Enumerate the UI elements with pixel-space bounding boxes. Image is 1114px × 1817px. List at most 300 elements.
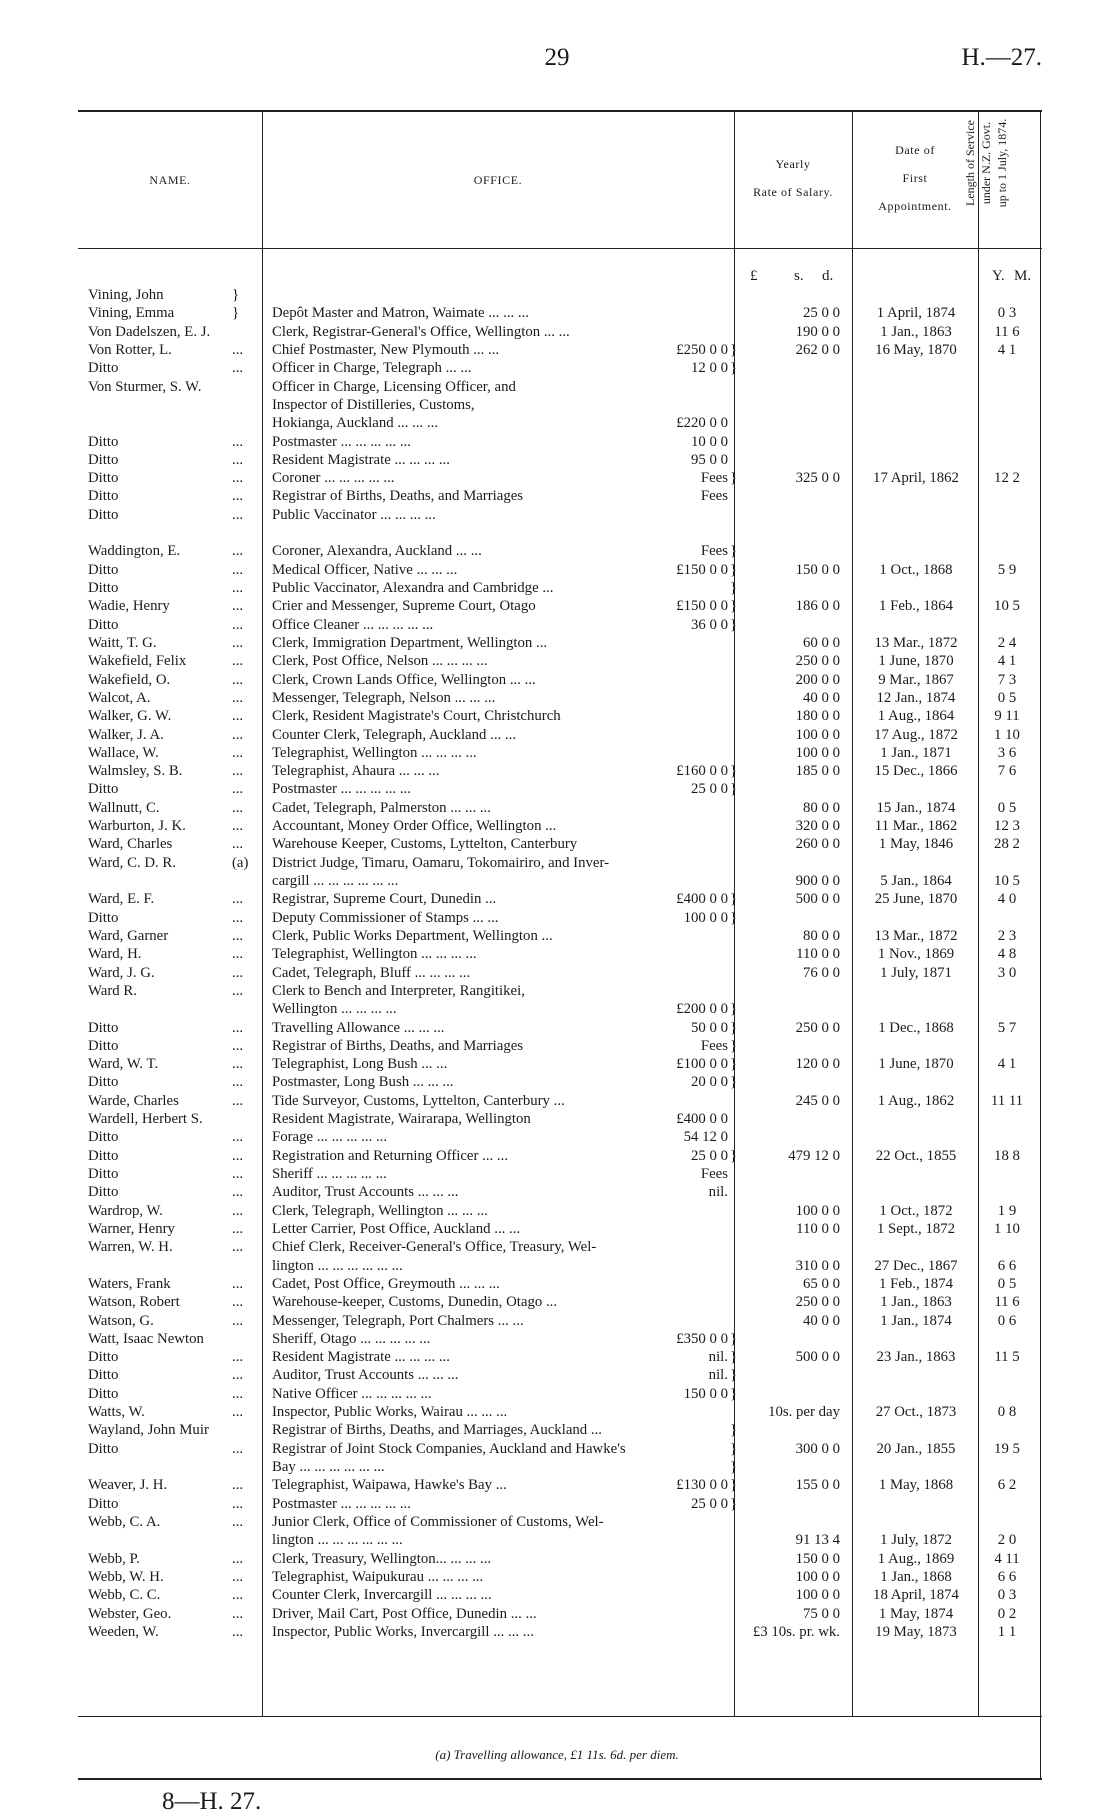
table-row	[0, 1623, 1114, 1641]
cell-sal: 100 0 0	[795, 726, 840, 743]
cell-len: 3 0	[997, 964, 1017, 981]
cell-nd: ...	[232, 744, 244, 761]
cell-name: Walker, G. W.	[88, 708, 172, 725]
cell-office: Messenger, Telegraph, Nelson ... ... ...	[272, 689, 496, 706]
cell-name: Ditto	[88, 781, 119, 798]
cell-sal: 200 0 0	[795, 671, 840, 688]
table-row	[0, 780, 1114, 798]
cell-name: Webb, C. A.	[88, 1513, 161, 1530]
cell-len: 4 1	[997, 341, 1017, 358]
cell-office: Clerk, Telegraph, Wellington ... ... ...	[272, 1202, 488, 1219]
cell-nd: ...	[232, 818, 244, 835]
cell-nd: ...	[232, 689, 244, 706]
cell-name: Vining, John	[88, 287, 164, 303]
cell-name: Wardrop, W.	[88, 1202, 163, 1219]
table-row	[0, 1110, 1114, 1128]
cell-len: 11 6	[994, 1294, 1020, 1311]
table-row	[0, 1257, 1114, 1275]
cell-office: Accountant, Money Order Office, Wellington ...	[272, 818, 557, 835]
cell-len: 1 10	[994, 726, 1020, 743]
cell-len: 4 0	[997, 891, 1017, 908]
cell-name: Webb, P.	[88, 1550, 140, 1567]
cell-name: Ditto	[88, 616, 119, 633]
cell-br: }	[730, 1440, 738, 1457]
table-row	[0, 1330, 1114, 1348]
cell-nd: ...	[232, 671, 244, 688]
cell-sal: 65 0 0	[803, 1275, 840, 1292]
cell-len: 3 6	[997, 744, 1017, 761]
cell-sub: 150 0 0	[683, 1385, 728, 1402]
cell-nd: ...	[232, 451, 244, 468]
cell-name: Weeden, W.	[88, 1623, 159, 1640]
cell-office: Warehouse Keeper, Customs, Lyttelton, Canterbury	[272, 836, 578, 853]
unit-pence: d.	[822, 268, 834, 284]
cell-len: 1 9	[997, 1202, 1017, 1219]
table-row	[0, 1385, 1114, 1403]
table-row	[0, 762, 1114, 780]
cell-len: 11 11	[990, 1092, 1024, 1109]
cell-nd: ...	[232, 946, 244, 963]
cell-name: Ditto	[88, 561, 119, 578]
cell-sal: 185 0 0	[795, 763, 840, 780]
cell-name: Von Dadelszen, E. J.	[88, 323, 211, 340]
cell-office: Clerk, Crown Lands Office, Wellington ... ...	[272, 671, 536, 688]
cell-name: Warburton, J. K.	[88, 818, 186, 835]
cell-nd: ...	[232, 1202, 244, 1219]
cell-sal: 500 0 0	[795, 1349, 840, 1366]
page-bottom-rule	[78, 1778, 1042, 1780]
table-row	[0, 726, 1114, 744]
cell-sub: nil.	[708, 1184, 728, 1201]
table-row	[0, 396, 1114, 414]
cell-date: 1 May, 1846	[878, 836, 954, 853]
cell-br: }	[730, 1037, 738, 1054]
cell-office: Hokianga, Auckland ... ... ...	[272, 415, 439, 432]
cell-br: }	[730, 1385, 738, 1402]
cell-nd: ...	[232, 1312, 244, 1329]
header-date-line3: Appointment.	[878, 199, 952, 213]
cell-sub: £130 0 0	[676, 1477, 728, 1494]
cell-office: Clerk, Post Office, Nelson ... ... ... ...	[272, 653, 488, 670]
cell-office: Deputy Commissioner of Stamps ... ...	[272, 909, 499, 926]
cell-office: cargill ... ... ... ... ... ...	[272, 873, 399, 889]
cell-len: 0 6	[997, 1312, 1017, 1329]
cell-sub: Fees	[700, 1166, 728, 1182]
cell-name: Waddington, E.	[88, 543, 181, 560]
cell-date: 1 Dec., 1868	[878, 1019, 954, 1036]
cell-office: Junior Clerk, Office of Commissioner of Customs, Wel-	[272, 1513, 604, 1530]
cell-nd: ...	[232, 1623, 244, 1640]
cell-office: Cadet, Telegraph, Bluff ... ... ... ...	[272, 964, 471, 981]
cell-len: 7 6	[997, 763, 1017, 780]
cell-office: Inspector, Public Works, Wairau ... ... ...	[272, 1404, 508, 1421]
cell-date: 5 Jan., 1864	[880, 873, 952, 889]
cell-br: }	[730, 1477, 738, 1494]
cell-len: 11 5	[994, 1349, 1020, 1366]
cell-office: Sheriff, Otago ... ... ... ... ...	[272, 1330, 431, 1347]
cell-br: }	[730, 543, 738, 560]
cell-date: 1 Oct., 1868	[879, 561, 953, 578]
cell-date: 25 June, 1870	[874, 891, 958, 908]
cell-nd: ...	[232, 1587, 244, 1604]
table-row	[0, 487, 1114, 505]
cell-name: Warren, W. H.	[88, 1239, 173, 1256]
cell-len: 6 6	[997, 1257, 1017, 1274]
cell-sub: 25 0 0	[691, 781, 728, 798]
table-row	[0, 1421, 1114, 1439]
cell-office: Warehouse-keeper, Customs, Dunedin, Otago ...	[272, 1294, 558, 1311]
cell-sal: 100 0 0	[795, 1202, 840, 1219]
table-row	[0, 1275, 1114, 1293]
cell-name: Ditto	[88, 1129, 119, 1146]
cell-office: Counter Clerk, Telegraph, Auckland ... ...	[272, 726, 517, 743]
cell-br: }	[730, 909, 738, 926]
cell-len: 4 1	[997, 1056, 1017, 1073]
table-row	[0, 1092, 1114, 1110]
header-name: NAME.	[149, 173, 191, 187]
cell-sub: 95 0 0	[691, 451, 728, 468]
cell-name: Walcot, A.	[88, 689, 151, 706]
table-row	[0, 469, 1114, 487]
cell-name: Watts, W.	[88, 1404, 145, 1421]
cell-nd: ...	[232, 799, 244, 816]
cell-office: Medical Officer, Native ... ... ...	[272, 561, 458, 578]
cell-date: 20 Jan., 1855	[876, 1440, 956, 1457]
cell-name: Ward, Charles	[88, 836, 173, 853]
cell-office: Letter Carrier, Post Office, Auckland ... ...	[272, 1220, 521, 1237]
cell-sal: 479 12 0	[788, 1147, 840, 1164]
cell-sal: 80 0 0	[803, 927, 840, 944]
table-row	[0, 1568, 1114, 1586]
table-row	[0, 799, 1114, 817]
cell-name: Ward, J. G.	[88, 964, 155, 981]
cell-sal: 186 0 0	[795, 598, 840, 615]
cell-len: 11 6	[994, 323, 1020, 340]
cell-office: Bay ... ... ... ... ... ...	[272, 1459, 385, 1475]
cell-name: Ditto	[88, 1166, 119, 1182]
cell-sub: 25 0 0	[691, 1147, 728, 1164]
cell-sub: £220 0 0	[676, 415, 728, 432]
table-row	[0, 1019, 1114, 1037]
cell-office: Coroner, Alexandra, Auckland ... ...	[272, 543, 482, 560]
cell-br: }	[730, 1330, 738, 1347]
cell-nd: ...	[232, 909, 244, 926]
header-length-line1: Length of Service	[963, 120, 977, 206]
salary-table-body	[0, 286, 1114, 1641]
table-row	[0, 616, 1114, 634]
cell-nd: ...	[232, 1184, 244, 1201]
cell-sub: £150 0 0	[676, 561, 728, 578]
cell-name: Wadie, Henry	[88, 598, 170, 615]
cell-date: 1 July, 1872	[880, 1532, 952, 1549]
table-row	[0, 671, 1114, 689]
cell-len: 0 3	[997, 1587, 1017, 1604]
cell-office: Registrar of Births, Deaths, and Marriages, Auckland ...	[272, 1422, 602, 1439]
cell-name: Ward R.	[88, 982, 137, 999]
cell-len: 4 1	[997, 653, 1017, 670]
cell-office: Clerk, Resident Magistrate's Court, Christchurch	[272, 708, 561, 725]
cell-date: 18 April, 1874	[873, 1587, 959, 1604]
cell-office: Crier and Messenger, Supreme Court, Otago	[272, 598, 536, 615]
cell-nd: ...	[232, 1147, 244, 1164]
cell-len: 19 5	[994, 1440, 1020, 1457]
cell-date: 13 Mar., 1872	[874, 927, 958, 944]
cell-office: Chief Postmaster, New Plymouth ... ...	[272, 341, 500, 358]
header-bottom-rule	[78, 248, 1042, 249]
cell-name: Ditto	[88, 1074, 119, 1091]
cell-nd: ...	[232, 634, 244, 651]
cell-sal: 262 0 0	[795, 341, 840, 358]
cell-len: 4 8	[997, 946, 1017, 963]
cell-office: Public Vaccinator, Alexandra and Cambridge ...	[272, 580, 554, 596]
cell-office: Telegraphist, Wellington ... ... ... ...	[272, 946, 477, 963]
cell-nd: ...	[232, 927, 244, 944]
cell-nd: ...	[232, 1605, 244, 1622]
cell-name: Ward, C. D. R.	[88, 854, 176, 871]
cell-office: Clerk, Immigration Department, Wellington ...	[272, 634, 548, 651]
cell-len: 12 2	[994, 470, 1020, 487]
cell-sal: 250 0 0	[795, 653, 840, 670]
cell-nd: ...	[232, 598, 244, 615]
cell-name: Ditto	[88, 1037, 119, 1054]
cell-len: 18 8	[994, 1147, 1020, 1164]
table-row	[0, 909, 1114, 927]
cell-name: Warner, Henry	[88, 1220, 175, 1237]
cell-date: 1 Jan., 1871	[880, 744, 952, 761]
table-row	[0, 1055, 1114, 1073]
cell-br: }	[730, 1074, 738, 1091]
cell-sal: 100 0 0	[795, 1587, 840, 1604]
cell-name: Walmsley, S. B.	[88, 763, 183, 780]
header-yearly-line1: Yearly	[775, 157, 811, 171]
cell-office: Depôt Master and Matron, Waimate ... ... ...	[272, 305, 530, 322]
cell-br: }	[730, 781, 738, 798]
cell-office: Officer in Charge, Telegraph ... ...	[272, 360, 472, 377]
cell-br: }	[730, 616, 738, 633]
table-row	[0, 1165, 1114, 1183]
cell-sal: 25 0 0	[803, 305, 840, 322]
cell-nd: ...	[232, 506, 244, 523]
table-row	[0, 1440, 1114, 1458]
cell-len: 28 2	[994, 836, 1020, 853]
cell-name: Ditto	[88, 1385, 119, 1402]
cell-br: }	[730, 1001, 738, 1018]
cell-office: lington ... ... ... ... ... ...	[272, 1257, 403, 1274]
cell-sal: 60 0 0	[803, 634, 840, 651]
cell-len: 7 3	[997, 671, 1017, 688]
cell-nd: ...	[232, 1477, 244, 1494]
cell-sal: 310 0 0	[795, 1257, 840, 1274]
cell-name: Ditto	[88, 580, 119, 596]
cell-nd: ...	[232, 1019, 244, 1036]
cell-sub: £200 0 0	[676, 1001, 728, 1018]
cell-sal: 250 0 0	[795, 1019, 840, 1036]
table-row	[0, 1513, 1114, 1531]
cell-name: Ward, H.	[88, 946, 142, 963]
cell-office: Clerk, Registrar-General's Office, Wellington ... ...	[272, 323, 570, 340]
cell-office: Forage ... ... ... ... ...	[272, 1129, 388, 1146]
cell-office: Cadet, Telegraph, Palmerston ... ... ...	[272, 799, 491, 816]
cell-sal: 80 0 0	[803, 799, 840, 816]
cell-len: 0 3	[997, 305, 1017, 322]
table-row	[0, 286, 1114, 304]
cell-nd: ...	[232, 1056, 244, 1073]
cell-date: 15 Dec., 1866	[874, 763, 958, 780]
cell-nd: ...	[232, 488, 244, 505]
cell-date: 1 May, 1874	[878, 1605, 954, 1622]
cell-date: 1 Jan., 1874	[880, 1312, 952, 1329]
cell-nd: }	[232, 287, 240, 303]
cell-sub: Fees	[700, 488, 728, 505]
cell-nd: ...	[232, 1239, 244, 1256]
header-yearly-line2: Rate of Salary.	[753, 185, 833, 199]
cell-date: 16 May, 1870	[875, 341, 957, 358]
cell-nd: ...	[232, 1275, 244, 1292]
cell-sal: 40 0 0	[803, 1312, 840, 1329]
cell-sub: 36 0 0	[691, 616, 728, 633]
cell-date: 27 Dec., 1867	[874, 1257, 958, 1274]
table-row	[0, 689, 1114, 707]
cell-nd: ...	[232, 964, 244, 981]
cell-nd: ...	[232, 616, 244, 633]
cell-sal: 155 0 0	[795, 1477, 840, 1494]
cell-sub: Fees	[700, 470, 728, 487]
cell-name: Ward, W. T.	[88, 1056, 159, 1073]
cell-br: }	[730, 580, 738, 596]
table-row	[0, 1202, 1114, 1220]
cell-nd: ...	[232, 781, 244, 798]
cell-sub: £150 0 0	[676, 598, 728, 615]
cell-nd: ...	[232, 1349, 244, 1366]
cell-nd: ...	[232, 1440, 244, 1457]
table-row	[0, 1183, 1114, 1201]
cell-office: Driver, Mail Cart, Post Office, Dunedin ... ...	[272, 1605, 537, 1622]
table-row	[0, 1128, 1114, 1146]
cell-name: Webb, W. H.	[88, 1568, 164, 1585]
cell-date: 1 June, 1870	[878, 1056, 954, 1073]
cell-br: }	[730, 1367, 738, 1384]
table-row	[0, 652, 1114, 670]
cell-sal: 300 0 0	[795, 1440, 840, 1457]
table-row	[0, 1238, 1114, 1256]
cell-name: Ward, E. F.	[88, 891, 155, 908]
table-row	[0, 542, 1114, 560]
cell-len: 1 10	[994, 1220, 1020, 1237]
cell-nd: ...	[232, 1092, 244, 1109]
cell-sal: 260 0 0	[795, 836, 840, 853]
cell-len: 2 4	[997, 634, 1017, 651]
cell-sub: 50 0 0	[691, 1019, 728, 1036]
cell-sub: Fees	[700, 1037, 728, 1054]
table-row	[0, 378, 1114, 396]
cell-br: }	[730, 1349, 738, 1366]
cell-len: 0 5	[997, 689, 1017, 706]
table-row	[0, 524, 1114, 542]
cell-office: Inspector, Public Works, Invercargill ... ... ...	[272, 1623, 534, 1640]
cell-date: 17 April, 1862	[873, 470, 959, 487]
header-date-line2: First	[902, 171, 928, 185]
cell-office: Inspector of Distilleries, Customs,	[272, 396, 475, 413]
cell-date: 1 Jan., 1868	[880, 1568, 952, 1585]
cell-name: Ditto	[88, 488, 119, 505]
table-row	[0, 597, 1114, 615]
table-row	[0, 835, 1114, 853]
cell-name: Waters, Frank	[88, 1275, 171, 1292]
cell-name: Ditto	[88, 1019, 119, 1036]
cell-office: Telegraphist, Waipukurau ... ... ... ...	[272, 1568, 484, 1585]
cell-br: }	[730, 1495, 738, 1512]
cell-office: Registration and Returning Officer ... ...	[272, 1147, 509, 1164]
cell-br: }	[730, 561, 738, 578]
cell-name: Walker, J. A.	[88, 726, 164, 743]
cell-br: }	[730, 470, 738, 487]
table-row	[0, 1476, 1114, 1494]
cell-name: Wallnutt, C.	[88, 799, 160, 816]
cell-date: 1 Feb., 1864	[879, 598, 953, 615]
cell-nd: ...	[232, 1513, 244, 1530]
cell-name: Warde, Charles	[88, 1092, 179, 1109]
cell-sub: 54 12 0	[683, 1129, 728, 1146]
table-row	[0, 1403, 1114, 1421]
header-date-first-appointment	[852, 136, 978, 220]
table-row	[0, 1147, 1114, 1165]
header-date-line1: Date of	[895, 143, 935, 157]
cell-len: 2 3	[997, 927, 1017, 944]
cell-nd: ...	[232, 1037, 244, 1054]
cell-date: 22 Oct., 1855	[875, 1147, 957, 1164]
cell-office: Office Cleaner ... ... ... ... ...	[272, 616, 434, 633]
cell-office: Registrar, Supreme Court, Dunedin ...	[272, 891, 497, 908]
cell-len: 5 7	[997, 1019, 1017, 1036]
cell-date: 17 Aug., 1872	[874, 726, 958, 743]
table-row	[0, 817, 1114, 835]
cell-sal: 110 0 0	[796, 1220, 840, 1237]
cell-br: }	[730, 1147, 738, 1164]
cell-sub: nil.	[708, 1367, 728, 1384]
cell-br: }	[730, 1019, 738, 1036]
cell-len: 5 9	[997, 561, 1017, 578]
cell-nd: ...	[232, 982, 244, 999]
cell-sub: 100 0 0	[683, 909, 728, 926]
table-row	[0, 451, 1114, 469]
cell-office: Native Officer ... ... ... ... ...	[272, 1385, 432, 1402]
cell-office: lington ... ... ... ... ... ...	[272, 1532, 403, 1549]
cell-name: Wardell, Herbert S.	[88, 1111, 203, 1128]
table-row	[0, 927, 1114, 945]
cell-len: 0 5	[997, 799, 1017, 816]
header-length-line3: up to 1 July, 1874.	[995, 118, 1009, 208]
cell-sal: £3 10s. pr. wk.	[752, 1623, 840, 1640]
cell-br: }	[730, 1459, 738, 1475]
cell-office: Telegraphist, Wellington ... ... ... ...	[272, 744, 477, 761]
cell-br: }	[730, 891, 738, 908]
cell-name: Von Sturmer, S. W.	[88, 378, 202, 395]
cell-office: Clerk, Public Works Department, Wellington ...	[272, 927, 553, 944]
cell-office: Coroner ... ... ... ... ...	[272, 470, 395, 487]
cell-name: Ditto	[88, 1367, 119, 1384]
cell-name: Ditto	[88, 909, 119, 926]
cell-sal: 110 0 0	[796, 946, 840, 963]
cell-office: Counter Clerk, Invercargill ... ... ... ...	[272, 1587, 492, 1604]
cell-office: Cadet, Post Office, Greymouth ... ... ...	[272, 1275, 500, 1292]
cell-date: 11 Mar., 1862	[874, 818, 958, 835]
table-row	[0, 872, 1114, 890]
cell-sub: £100 0 0	[676, 1056, 728, 1073]
cell-office: Telegraphist, Long Bush ... ...	[272, 1056, 448, 1073]
table-row	[0, 579, 1114, 597]
cell-name: Wayland, John Muir	[88, 1422, 209, 1439]
cell-len: 1 1	[997, 1623, 1017, 1640]
